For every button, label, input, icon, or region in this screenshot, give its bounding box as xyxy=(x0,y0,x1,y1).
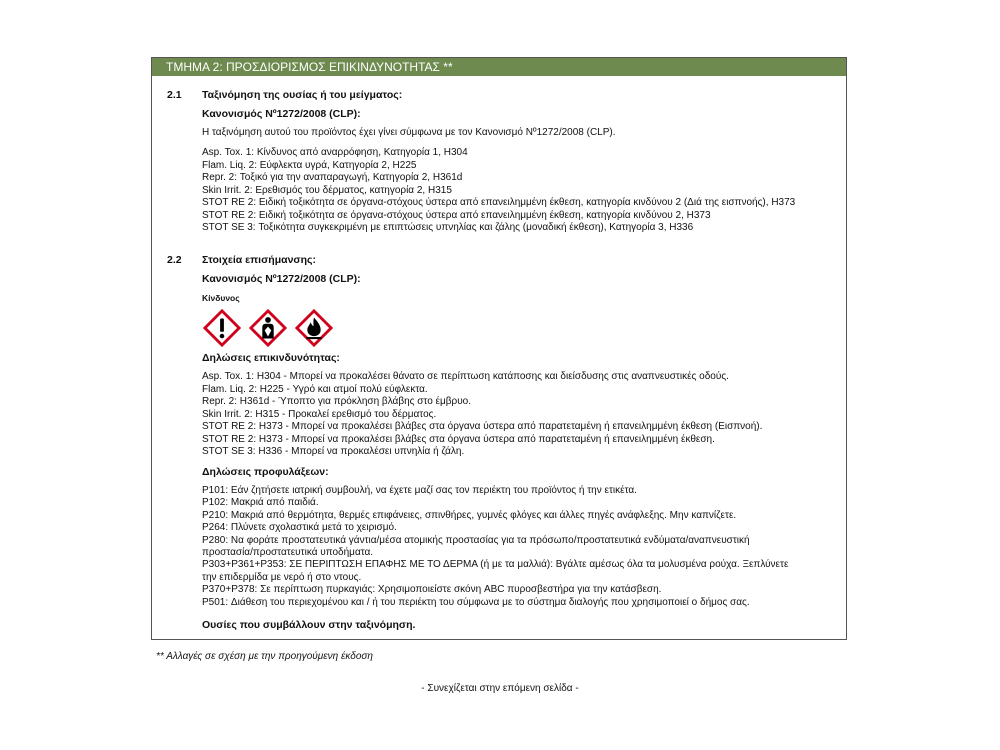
hazard-statement: STOT RE 2: H373 - Μπορεί να προκαλέσει βλάβες στα όργανα ύστερα από παρατεταμένη ή επανειλημμένη έκθεση. xyxy=(202,433,715,445)
signal-word: Κίνδυνος xyxy=(202,293,240,303)
precaution-statement: P264: Πλύνετε σχολαστικά μετά το χειρισμό. xyxy=(202,522,397,534)
classification-line: Asp. Tox. 1: Κίνδυνος από αναρρόφηση, Κατηγορία 1, H304 xyxy=(202,147,468,158)
precaution-statement: P370+P378: Σε περίπτωση πυρκαγιάς: Χρησιμοποιείστε σκόνη ABC πυροσβεστήρα για την κατάσβεση. xyxy=(202,584,662,596)
hazard-statement: STOT SE 3: H336 - Μπορεί να προκαλέσει υπνηλία ή ζάλη. xyxy=(202,446,465,457)
precautionary-statements-heading: Δηλώσεις προφυλάξεων: xyxy=(202,466,329,478)
classification-line: Flam. Liq. 2: Εύφλεκτα υγρά, Κατηγορία 2, H225 xyxy=(202,159,417,171)
classification-intro: Η ταξινόμηση αυτού του προϊόντος έχει γίνει σύμφωνα με τον Κανονισμό Nº1272/2008 (CLP). xyxy=(202,127,616,138)
precaution-statement: P280: Να φοράτε προστατευτικά γάντια/μέσα ατομικής προστασίας για τα πρόσωπο/προστατευτικά ενδύματα/αναπνευστική προστασία/προστατευτικά υποδήματα. xyxy=(202,534,750,559)
classification-line: STOT RE 2: Ειδική τοξικότητα σε όργανα-στόχους ύστερα από επανειλημμένη έκθεση, κατηγορία κινδύνου 2, H373 xyxy=(202,209,711,221)
section-2-box xyxy=(151,57,847,640)
classification-line: Repr. 2: Τοξικό για την αναπαραγωγή, Κατηγορία 2, H361d xyxy=(202,172,463,183)
precaution-statement: P102: Μακριά από παιδιά. xyxy=(202,497,319,509)
hazard-statements-heading: Δηλώσεις επικινδυνότητας: xyxy=(202,352,340,364)
section-2-1-number: 2.1 xyxy=(167,89,182,101)
precaution-statement: P501: Διάθεση του περιεχομένου και / ή του περιέκτη του σύμφωνα με το σύστημα διαλογής που χρησιμοποιεί ο δήμος σας. xyxy=(202,596,750,608)
hazard-pictograms xyxy=(203,309,333,347)
hazard-statement: Flam. Liq. 2: H225 - Υγρό και ατμοί πολύ εύφλεκτα. xyxy=(202,383,428,395)
classification-line: STOT RE 2: Ειδική τοξικότητα σε όργανα-στόχους ύστερα από επανειλημμένη έκθεση, κατηγορία κινδύνου 2 (Διά της εισπνοής), H373 xyxy=(202,197,796,208)
hazard-statement: Asp. Tox. 1: H304 - Μπορεί να προκαλέσει θάνατο σε περίπτωση κατάποσης και διείσδυσης στις αναπνευστικές οδούς. xyxy=(202,371,729,382)
classification-line: STOT SE 3: Τοξικότητα συγκεκριμένη με επιπτώσεις υπνηλίας και ζάλης (μοναδική έκθεση), Κατηγορία 3, H336 xyxy=(202,222,694,233)
exclamation-pictogram-icon xyxy=(203,309,241,347)
contributing-substances-heading: Ουσίες που συμβάλλουν στην ταξινόμηση. xyxy=(202,619,416,631)
section-2-2-number: 2.2 xyxy=(167,254,182,266)
continued-next-page: - Συνεχίζεται στην επόμενη σελίδα - xyxy=(421,683,579,694)
section-2-2-title: Στοιχεία επισήμανσης: xyxy=(202,254,316,266)
hazard-statement: Repr. 2: H361d - Ύποπτο για πρόκληση βλάβης στο έμβρυο. xyxy=(202,396,472,407)
precaution-statement: P210: Μακριά από θερμότητα, θερμές επιφάνειες, σπινθήρες, γυμνές φλόγες και άλλες πηγές ανάφλεξης. Μην καπνίζετε. xyxy=(202,509,737,521)
section-2-1-title: Ταξινόμηση της ουσίας ή του μείγματος: xyxy=(202,89,403,101)
regulation-heading: Κανονισμός Νº1272/2008 (CLP): xyxy=(202,108,361,120)
section-header: ΤΜΗΜΑ 2: ΠΡΟΣΔΙΟΡΙΣΜΟΣ ΕΠΙΚΙΝΔΥΝΟΤΗΤΑΣ ** xyxy=(152,58,846,76)
changes-footnote: ** Αλλαγές σε σχέση με την προηγούμενη έκδοση xyxy=(156,651,373,662)
health-hazard-pictogram-icon xyxy=(249,309,287,347)
precaution-statement: P101: Εάν ζητήσετε ιατρική συμβουλή, να έχετε μαζί σας τον περιέκτη του προϊόντος ή την ετικέτα. xyxy=(202,485,637,496)
precaution-statement: P303+P361+P353: ΣΕ ΠΕΡΙΠΤΩΣΗ ΕΠΑΦΗΣ ΜΕ ΤΟ ΔΕΡΜΑ (ή με τα μαλλιά): Βγάλτε αμέσως όλα τα μολυσμένα ρούχα. Ξεπλύνετε την επιδερμίδα με νερό ή στο ντους. xyxy=(202,559,789,583)
classification-line: Skin Irrit. 2: Ερεθισμός του δέρματος, κατηγορία 2, H315 xyxy=(202,184,452,196)
flame-pictogram-icon xyxy=(295,309,333,347)
hazard-statement: STOT RE 2: H373 - Μπορεί να προκαλέσει βλάβες στα όργανα ύστερα από παρατεταμένη ή επανειλημμένη έκθεση (Εισπνοή). xyxy=(202,421,763,432)
precautionary-statements-list xyxy=(202,485,802,609)
regulation-heading: Κανονισμός Nº1272/2008 (CLP): xyxy=(202,273,361,285)
hazard-statement: Skin Irrit. 2: H315 - Προκαλεί ερεθισμό του δέρματος. xyxy=(202,408,437,420)
